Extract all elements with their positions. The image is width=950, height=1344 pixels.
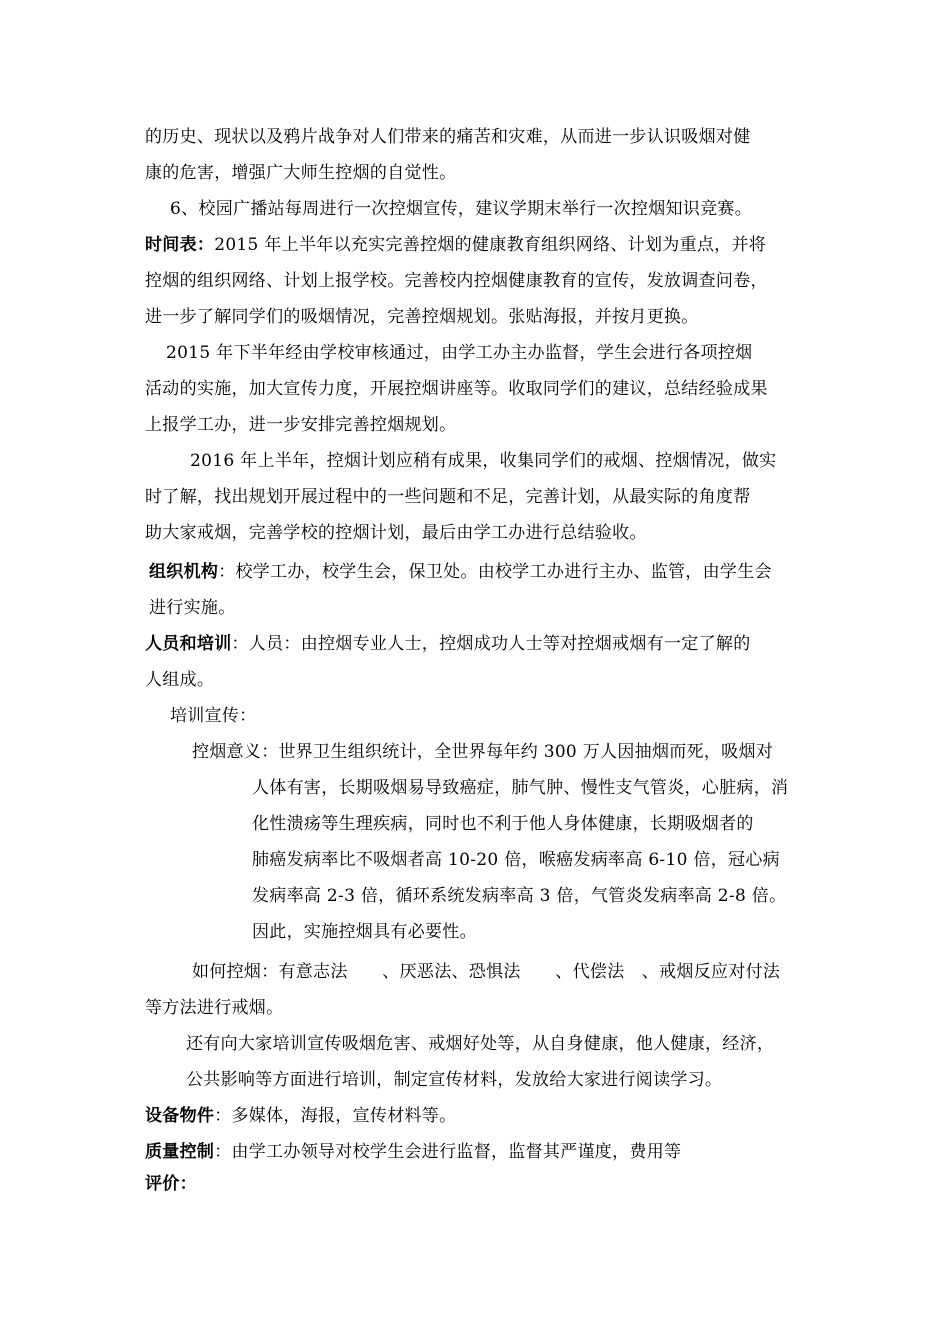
staff-line-1 (145, 632, 751, 656)
training-heading: 培训宣传： (170, 706, 257, 726)
meaning-line-1: 控烟意义：世界卫生组织统计，全世界每年约 300 万人因抽烟而死，吸烟对 (192, 742, 774, 762)
equipment-label: 设备物件 (145, 1106, 215, 1126)
staff-label: 人员和培训 (145, 634, 232, 654)
meaning-line-3: 化性溃疡等生理疾病，同时也不利于他人身体健康，长期吸烟者的 (252, 814, 754, 834)
evaluation-label: 评价： (145, 1174, 197, 1194)
org-text: ：校学工办，校学生会，保卫处。由校学工办进行主办、监管，由学生会 (218, 562, 772, 582)
schedule-line-2: 控烟的组织网络、计划上报学校。完善校内控烟健康教育的宣传，发放调查问卷， (145, 271, 768, 291)
quality-line (145, 1140, 681, 1164)
schedule-line-1 (145, 233, 766, 257)
schedule-text: 2015 年上半年以充实完善控烟的健康教育组织网络、计划为重点，并将 (214, 235, 767, 255)
other-line-1: 还有向大家培训宣传吸烟危害、戒烟好处等，从自身健康，他人健康，经济， (186, 1034, 775, 1054)
intro-line-1: 的历史、现状以及鸦片战争对人们带来的痛苦和灾难，从而进一步认识吸烟对健 (145, 127, 751, 147)
quality-label: 质量控制 (145, 1142, 215, 1162)
how-line-1: 如何控烟：有意志法 、厌恶法、恐惧法 、代偿法 、戒烟反应对付法 (192, 962, 781, 982)
item-6: 6、校园广播站每周进行一次控烟宣传，建议学期末举行一次控烟知识竞赛。 (170, 199, 753, 219)
schedule-line-6: 上报学工办，进一步安排完善控烟规划。 (145, 415, 457, 435)
meaning-line-2: 人体有害，长期吸烟易导致癌症，肺气肿、慢性支气管炎，心脏病，消 (252, 778, 789, 798)
schedule-line-9: 助大家戒烟，完善学校的控烟计划，最后由学工办进行总结验收。 (145, 523, 647, 543)
meaning-line-5: 发病率高 2-3 倍，循环系统发病率高 3 倍，气管炎发病率高 2-8 倍。 (252, 886, 787, 906)
intro-line-2: 康的危害，增强广大师生控烟的自觉性。 (145, 163, 457, 183)
meaning-line-6: 因此，实施控烟具有必要性。 (252, 922, 477, 942)
org-line-1 (149, 560, 772, 584)
schedule-line-8: 时了解，找出规划开展过程中的一些问题和不足，完善计划，从最实际的角度帮 (145, 487, 751, 507)
schedule-label: 时间表： (145, 235, 215, 255)
other-line-2: 公共影响等方面进行培训，制定宣传材料，发放给大家进行阅读学习。 (186, 1070, 723, 1090)
meaning-line-4: 肺癌发病率比不吸烟者高 10-20 倍，喉癌发病率高 6-10 倍，冠心病 (252, 850, 780, 870)
staff-line-2: 人组成。 (145, 670, 215, 690)
schedule-line-5: 活动的实施，加大宣传力度，开展控烟讲座等。收取同学们的建议，总结经验成果 (145, 379, 768, 399)
schedule-line-3: 进一步了解同学们的吸烟情况，完善控烟规划。张贴海报，并按月更换。 (145, 307, 699, 327)
schedule-line-7: 2016 年上半年，控烟计划应稍有成果，收集同学们的戒烟、控烟情况，做实 (190, 451, 777, 471)
how-line-2: 等方法进行戒烟。 (145, 998, 284, 1018)
org-label: 组织机构 (149, 562, 219, 582)
schedule-line-4: 2015 年下半年经由学校审核通过，由学工办主办监督，学生会进行各项控烟 (166, 343, 753, 363)
quality-text: ：由学工办领导对校学生会进行监督，监督其严谨度，费用等 (214, 1142, 682, 1162)
equipment-line (145, 1104, 456, 1128)
staff-text: ：人员：由控烟专业人士，控烟成功人士等对控烟戒烟有一定了解的 (231, 634, 751, 654)
equipment-text: ：多媒体，海报，宣传材料等。 (214, 1106, 457, 1126)
org-line-2: 进行实施。 (149, 598, 236, 618)
